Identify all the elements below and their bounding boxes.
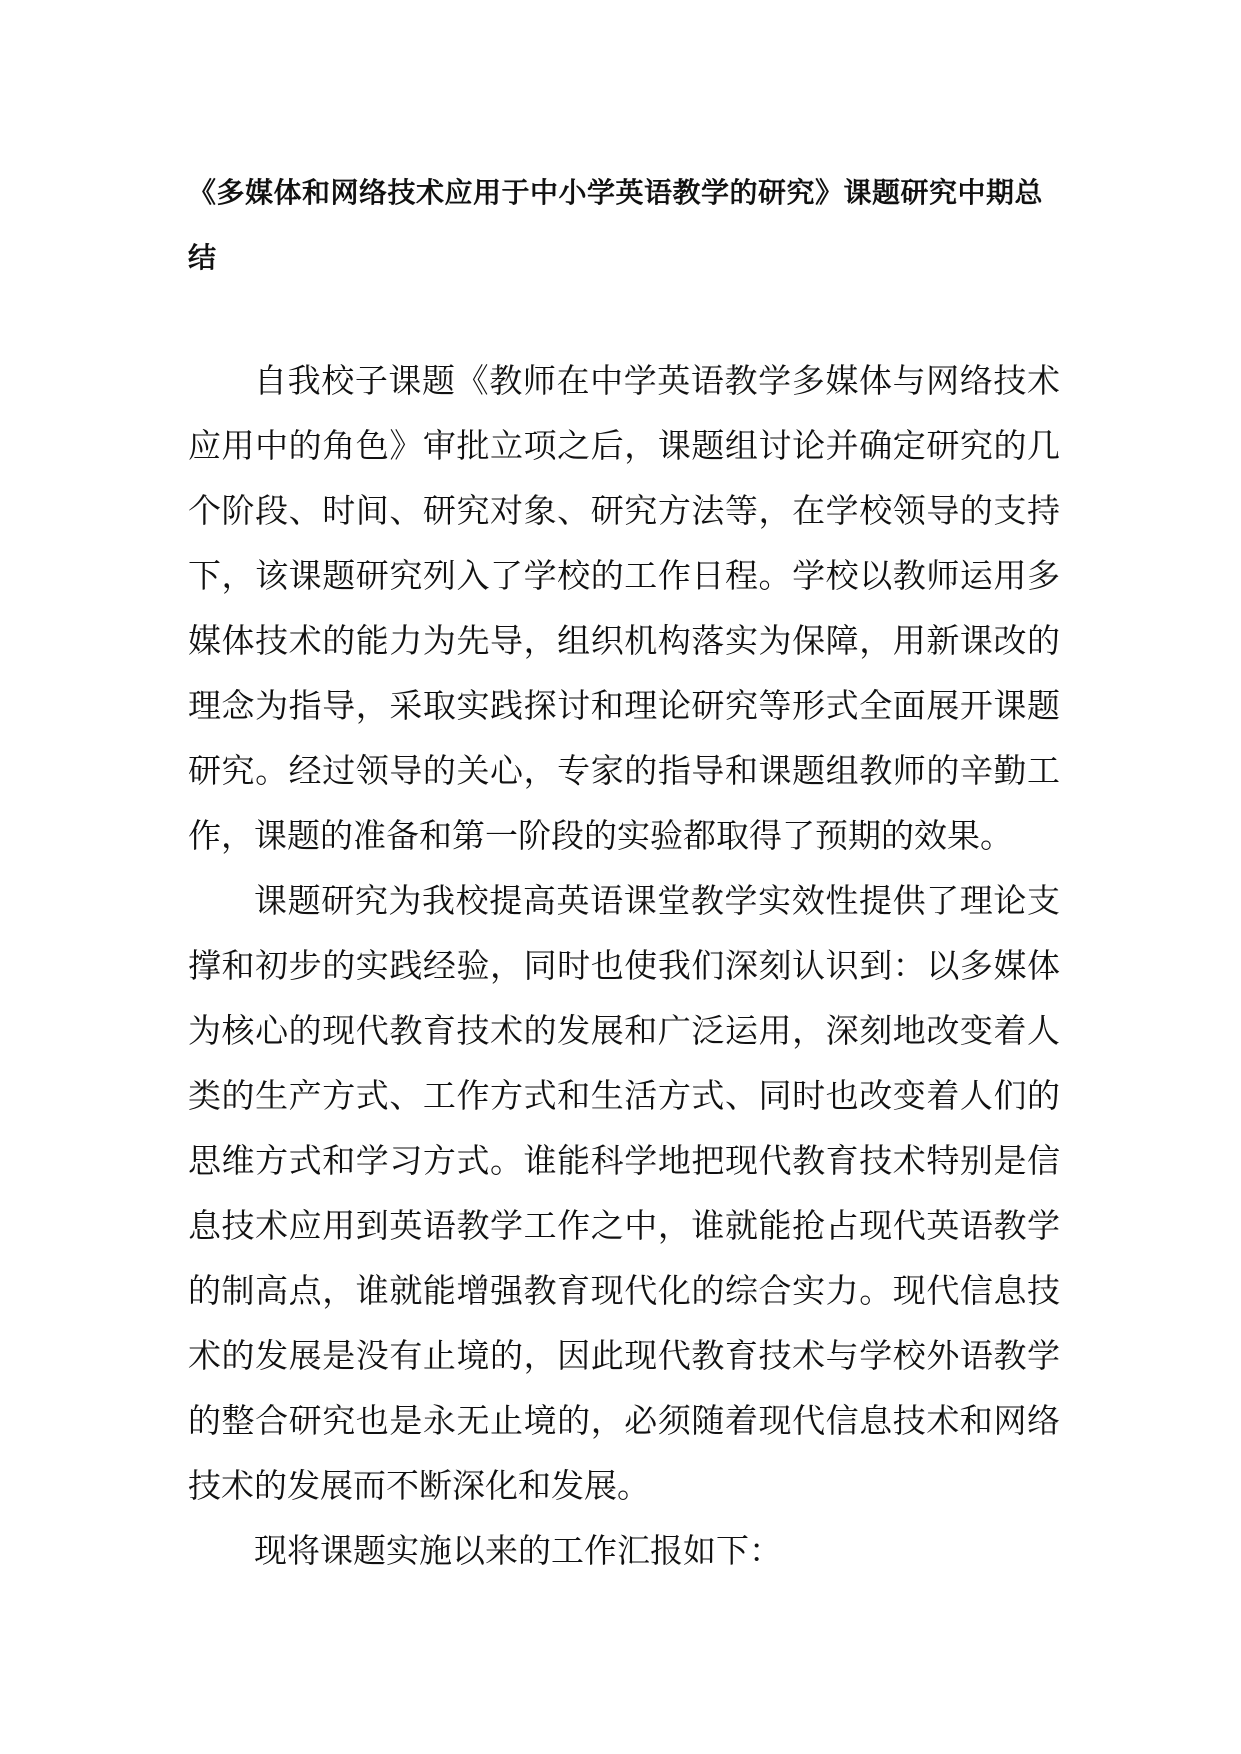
document-title: 《多媒体和网络技术应用于中小学英语教学的研究》课题研究中期总结: [188, 176, 1044, 274]
document-body: [188, 348, 1060, 1583]
document-page: [188, 160, 1060, 1583]
paragraph-1: 自我校子课题《教师在中学英语教学多媒体与网络技术应用中的角色》审批立项之后，课题组讨论并确定研究的几个阶段、时间、研究对象、研究方法等，在学校领导的支持下，该课题研究列入了学校的工作日程。学校以教师运用多媒体技术的能力为先导，组织机构落实为保障，用新课改的理念为指导，采取实践探讨和理论研究等形式全面展开课题研究。经过领导的关心，专家的指导和课题组教师的辛勤工作，课题的准备和第一阶段的实验都取得了预期的效果。: [188, 361, 1060, 855]
paragraph-2: 课题研究为我校提高英语课堂教学实效性提供了理论支撑和初步的实践经验，同时也使我们深刻认识到：以多媒体为核心的现代教育技术的发展和广泛运用，深刻地改变着人类的生产方式、工作方式和生活方式、同时也改变着人们的思维方式和学习方式。谁能科学地把现代教育技术特别是信息技术应用到英语教学工作之中，谁就能抢占现代英语教学的制高点，谁就能增强教育现代化的综合实力。现代信息技术的发展是没有止境的，因此现代教育技术与学校外语教学的整合研究也是永无止境的，必须随着现代信息技术和网络技术的发展而不断深化和发展。: [188, 881, 1060, 1505]
paragraph-3: 现将课题实施以来的工作汇报如下：: [254, 1531, 782, 1570]
